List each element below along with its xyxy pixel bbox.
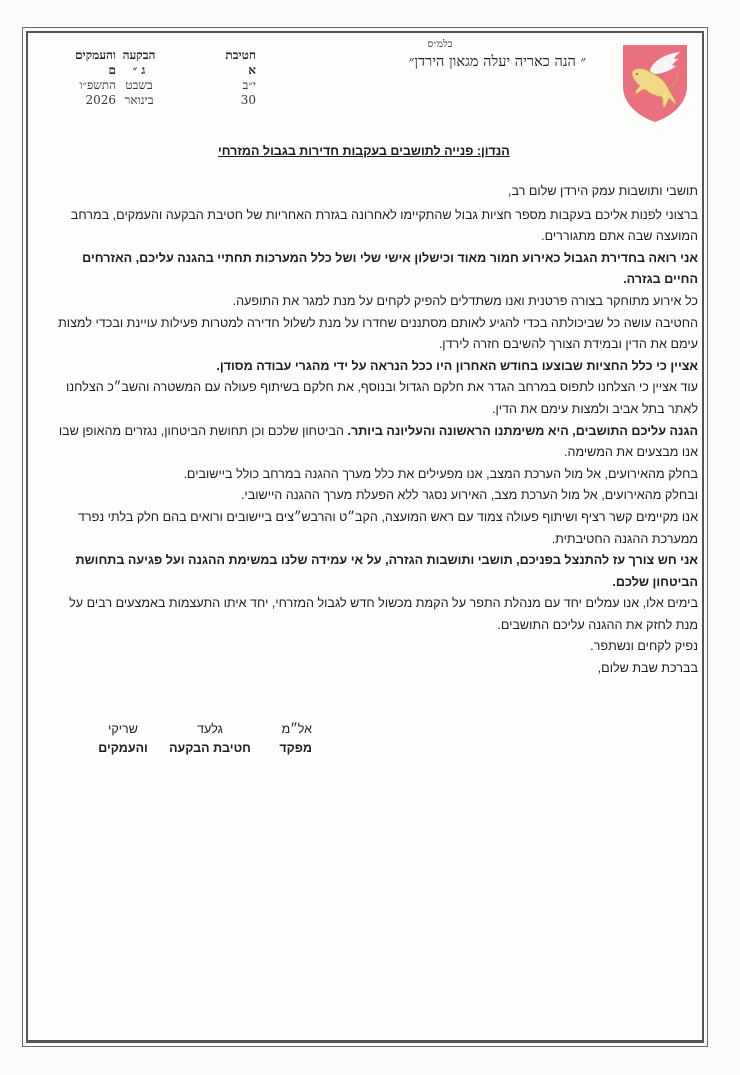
paragraph: כל אירוע מתוחקר בצורה פרטנית ואנו משתדלים להפיק לקחים על מנת למגר את התופעה. (232, 293, 698, 308)
paragraph: בימים אלו, אנו עמלים יחד עם מנהלת התפר על הקמת מכשול חדש לגבול המזרחי, יחד איתו התעצמות באמצעים רבים על מנת לחזק את ההגנה עליכם התושבים. (69, 596, 698, 632)
gregorian-date-month: בינואר (124, 93, 154, 107)
letter-body (58, 181, 698, 680)
signature-unit: חטיבת הבקעה (169, 741, 251, 755)
signature-unit-cont: והעמקים (98, 741, 148, 755)
gregorian-date-year: 2026 (85, 93, 116, 107)
greeting: תושבי ותושבות עמק הירדן שלום רב, (508, 184, 698, 198)
hebrew-date-year: התשפ״ו (79, 78, 116, 92)
header-column-3 (38, 48, 116, 108)
paragraph-bold: אציין כי כלל החציות שבוצעו בחודש האחרון היו ככל הנראה על ידי מהגרי עבודה מסודן. (216, 358, 698, 373)
brigade-motto: ״ הנה כאריה יעלה מגאון הירדן״ (408, 54, 586, 70)
unit-name-part: ם (108, 63, 116, 77)
pink-shield-winged-lion-icon (620, 42, 690, 124)
letterhead-motto-block (290, 38, 590, 72)
hebrew-date-month: בשבט (125, 78, 153, 92)
header-column-1 (178, 48, 256, 108)
paragraph: עוד אציין כי הצלחנו לתפוס במרחב הגדר את חלקם הגדול ובנוסף, את חלקם בשיתוף פעולה עם המשטרה והשב״כ הצלחנו לאתר בתל אביב ולמצות עימם את הדין. (65, 380, 698, 416)
closing-line: נפיק לקחים ונשתפר. (590, 639, 698, 654)
paragraph: החטיבה עושה כל שביכולתה בכדי להגיע לאותם מסתננים שחדרו על מנת לשלול חדירה למטרות פעילות עויינת ובכדי למצות עימם את הדין ובמידת הצורך להשיבם חזרה לירדן. (58, 315, 698, 352)
unit-name-part: הבקעה (122, 48, 156, 62)
paragraph-mixed (58, 421, 698, 464)
unit-name-part: והעמקים (75, 48, 116, 62)
classification-label: בלמ״ס (427, 39, 453, 50)
paragraph-bold-segment: הגנה עליכם התושבים, היא משימתנו הראשונה והעליונה ביותר. (347, 423, 698, 438)
paragraph-bold: אני רואה בחדירת הגבול כאירוע חמור מאוד וכישלון אישי שלי ושל כלל המערכות תחתיי בהגנה עליכם, האזרחים החיים בגזרה. (82, 250, 698, 287)
paragraph: אנו מקיימים קשר רציף ושיתוף פעולה צמוד עם ראש המועצה, הקב״ט והרבש״צים ביישובים ורואים בהם חלק בלתי נפרד ממערכת ההגנה החטיבתית. (77, 509, 698, 546)
paragraph: ברצוני לפנות אליכם בעקבות מספר חציות גבול שהתקיימו לאחרונה בגזרת האחריות של חטיבת הבקעה והעמקים, במרחב המועצה שבה אתם מתגוררים. (70, 207, 698, 244)
signature-role: מפקד (279, 741, 312, 755)
gregorian-date-day: 30 (240, 93, 256, 107)
paragraph: ובחלק מהאירועים, אל מול הערכת מצב, האירוע נסגר ללא הפעלת מערך ההגנה היישובי. (240, 488, 698, 503)
signature-last-name (88, 720, 158, 758)
unit-name-part: חטיבת (225, 48, 256, 62)
signature-rank-role (262, 720, 312, 758)
signature-firstname: גלעד (197, 722, 223, 736)
paragraph-bold: אני חש צורך עז להתנצל בפניכם, תושבי ותושבות הגזרה, על אי עמידה שלנו במשימת ההגנה ועל פגיעה בתחושת הביטחון שלכם. (75, 553, 698, 589)
signature-lastname: שריקי (108, 722, 138, 736)
subject-text: הנדון: פנייה לתושבים בעקבות חדירות בגבול המזרחי (218, 144, 510, 158)
hebrew-date-day: י״ב (242, 78, 256, 92)
unit-name-part: א (248, 63, 256, 77)
closing-blessing: בברכת שבת שלום, (597, 661, 698, 676)
paragraph: בחלק מהאירועים, אל מול הערכת המצב, אנו מפעילים את כלל מערך ההגנה במרחב כולל ביישובים. (183, 466, 698, 481)
signature-rank: אל״מ (281, 722, 312, 736)
unit-name-part: ג ״ (132, 63, 146, 77)
paragraph-segment: הביטחון שלכם וכן תחושת הביטחון, נגזרים מהאופן שבו אנו מבצעים את המשימה. (58, 423, 698, 460)
signature-first-name (160, 720, 260, 758)
